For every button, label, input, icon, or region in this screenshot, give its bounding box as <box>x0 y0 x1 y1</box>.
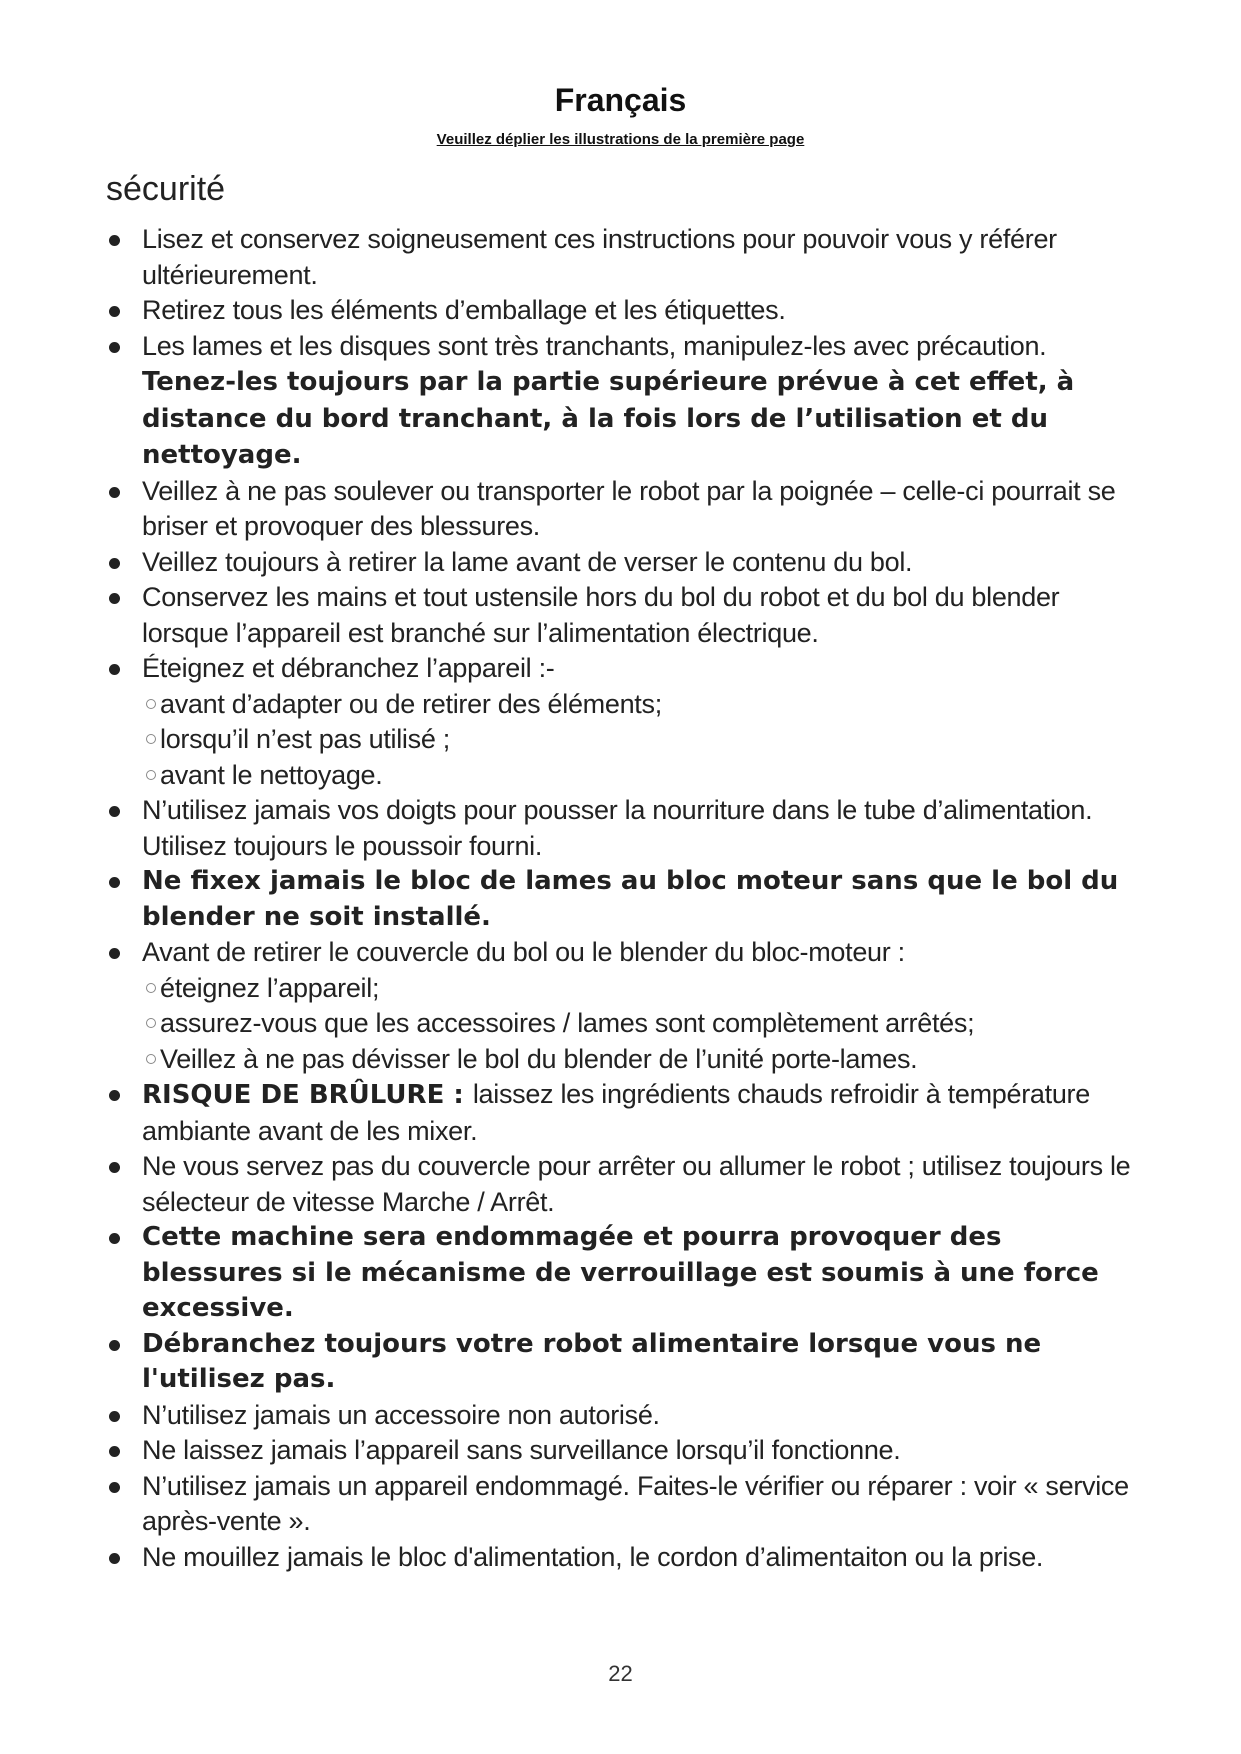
bullet-icon <box>106 1540 142 1576</box>
list-item: Veillez à ne pas soulever ou transporter le robot par la poignée – celle-ci pourrait se briser et provoquer des blessures. <box>106 474 1136 545</box>
bullet-icon <box>106 1327 142 1398</box>
bullet-icon <box>106 1433 142 1469</box>
sub-list-item: Veillez à ne pas dévisser le bol du blender de l’unité porte-lames. <box>106 1042 1136 1078</box>
list-item: Débranchez toujours votre robot alimentaire lorsque vous ne l'utilisez pas. <box>106 1327 1136 1398</box>
list-item: N’utilisez jamais un accessoire non autorisé. <box>106 1398 1136 1434</box>
bullet-icon <box>106 935 142 971</box>
bullet-icon <box>106 651 142 687</box>
bullet-icon <box>106 793 142 864</box>
list-item: Ne fixex jamais le bloc de lames au bloc moteur sans que le bol du blender ne soit installé. <box>106 864 1136 935</box>
circle-bullet-icon <box>142 971 160 1007</box>
page-number: 22 <box>608 1661 633 1686</box>
circle-bullet-icon <box>142 1006 160 1042</box>
sub-list-item: lorsqu’il n’est pas utilisé ; <box>106 722 1136 758</box>
list-item: Ne laissez jamais l’appareil sans surveillance lorsqu’il fonctionne. <box>106 1433 1136 1469</box>
bullet-icon <box>106 329 142 474</box>
list-item: Avant de retirer le couvercle du bol ou le blender du bloc-moteur : <box>106 935 1136 971</box>
sub-list-item: assurez-vous que les accessoires / lames sont complètement arrêtés; <box>106 1006 1136 1042</box>
circle-bullet-icon <box>142 758 160 794</box>
list-item: Cette machine sera endommagée et pourra provoquer des blessures si le mécanisme de verrouillage est soumis à une force excessive. <box>106 1220 1136 1327</box>
bullet-icon <box>106 1469 142 1540</box>
list-item: Les lames et les disques sont très tranchants, manipulez-les avec précaution. Tenez-les toujours par la partie supérieure prévue à cet effet, à distance du bord tranchant, à la fois lors de l’utilisation et du nettoyage. <box>106 329 1136 474</box>
bullet-icon <box>106 1398 142 1434</box>
bullet-icon <box>106 1149 142 1220</box>
bullet-icon <box>106 580 142 651</box>
list-item: Ne vous servez pas du couvercle pour arrêter ou allumer le robot ; utilisez toujours le sélecteur de vitesse Marche / Arrêt. <box>106 1149 1136 1220</box>
page-title: Français <box>554 82 687 118</box>
bullet-icon <box>106 864 142 935</box>
section-title: sécurité <box>106 170 226 208</box>
bullet-icon <box>106 293 142 329</box>
list-item: N’utilisez jamais un appareil endommagé. Faites-le vérifier ou réparer : voir « service après-vente ». <box>106 1469 1136 1540</box>
bullet-icon <box>106 222 142 293</box>
list-item: Conservez les mains et tout ustensile hors du bol du robot et du bol du blender lorsque l’appareil est branché sur l’alimentation électrique. <box>106 580 1136 651</box>
list-item: Éteignez et débranchez l’appareil :- <box>106 651 1136 687</box>
bullet-icon <box>106 474 142 545</box>
safety-list <box>106 222 1136 1575</box>
sub-list-item: éteignez l’appareil; <box>106 971 1136 1007</box>
sub-list-item: avant le nettoyage. <box>106 758 1136 794</box>
list-item: Ne mouillez jamais le bloc d'alimentation, le cordon d’alimentaiton ou la prise. <box>106 1540 1136 1576</box>
circle-bullet-icon <box>142 722 160 758</box>
list-item: Retirez tous les éléments d’emballage et les étiquettes. <box>106 293 1136 329</box>
bullet-icon <box>106 1220 142 1327</box>
list-item: RISQUE DE BRÛLURE : laissez les ingrédients chauds refroidir à température ambiante avant de les mixer. <box>106 1077 1136 1149</box>
sub-list-item: avant d’adapter ou de retirer des éléments; <box>106 687 1136 723</box>
bullet-icon <box>106 1077 142 1149</box>
circle-bullet-icon <box>142 1042 160 1078</box>
bullet-icon <box>106 545 142 581</box>
list-item: Lisez et conservez soigneusement ces instructions pour pouvoir vous y référer ultérieurement. <box>106 222 1136 293</box>
list-item: Veillez toujours à retirer la lame avant de verser le contenu du bol. <box>106 545 1136 581</box>
circle-bullet-icon <box>142 687 160 723</box>
list-item: N’utilisez jamais vos doigts pour pousser la nourriture dans le tube d’alimentation. Utilisez toujours le poussoir fourni. <box>106 793 1136 864</box>
page-subtitle: Veuillez déplier les illustrations de la première page <box>436 131 805 148</box>
